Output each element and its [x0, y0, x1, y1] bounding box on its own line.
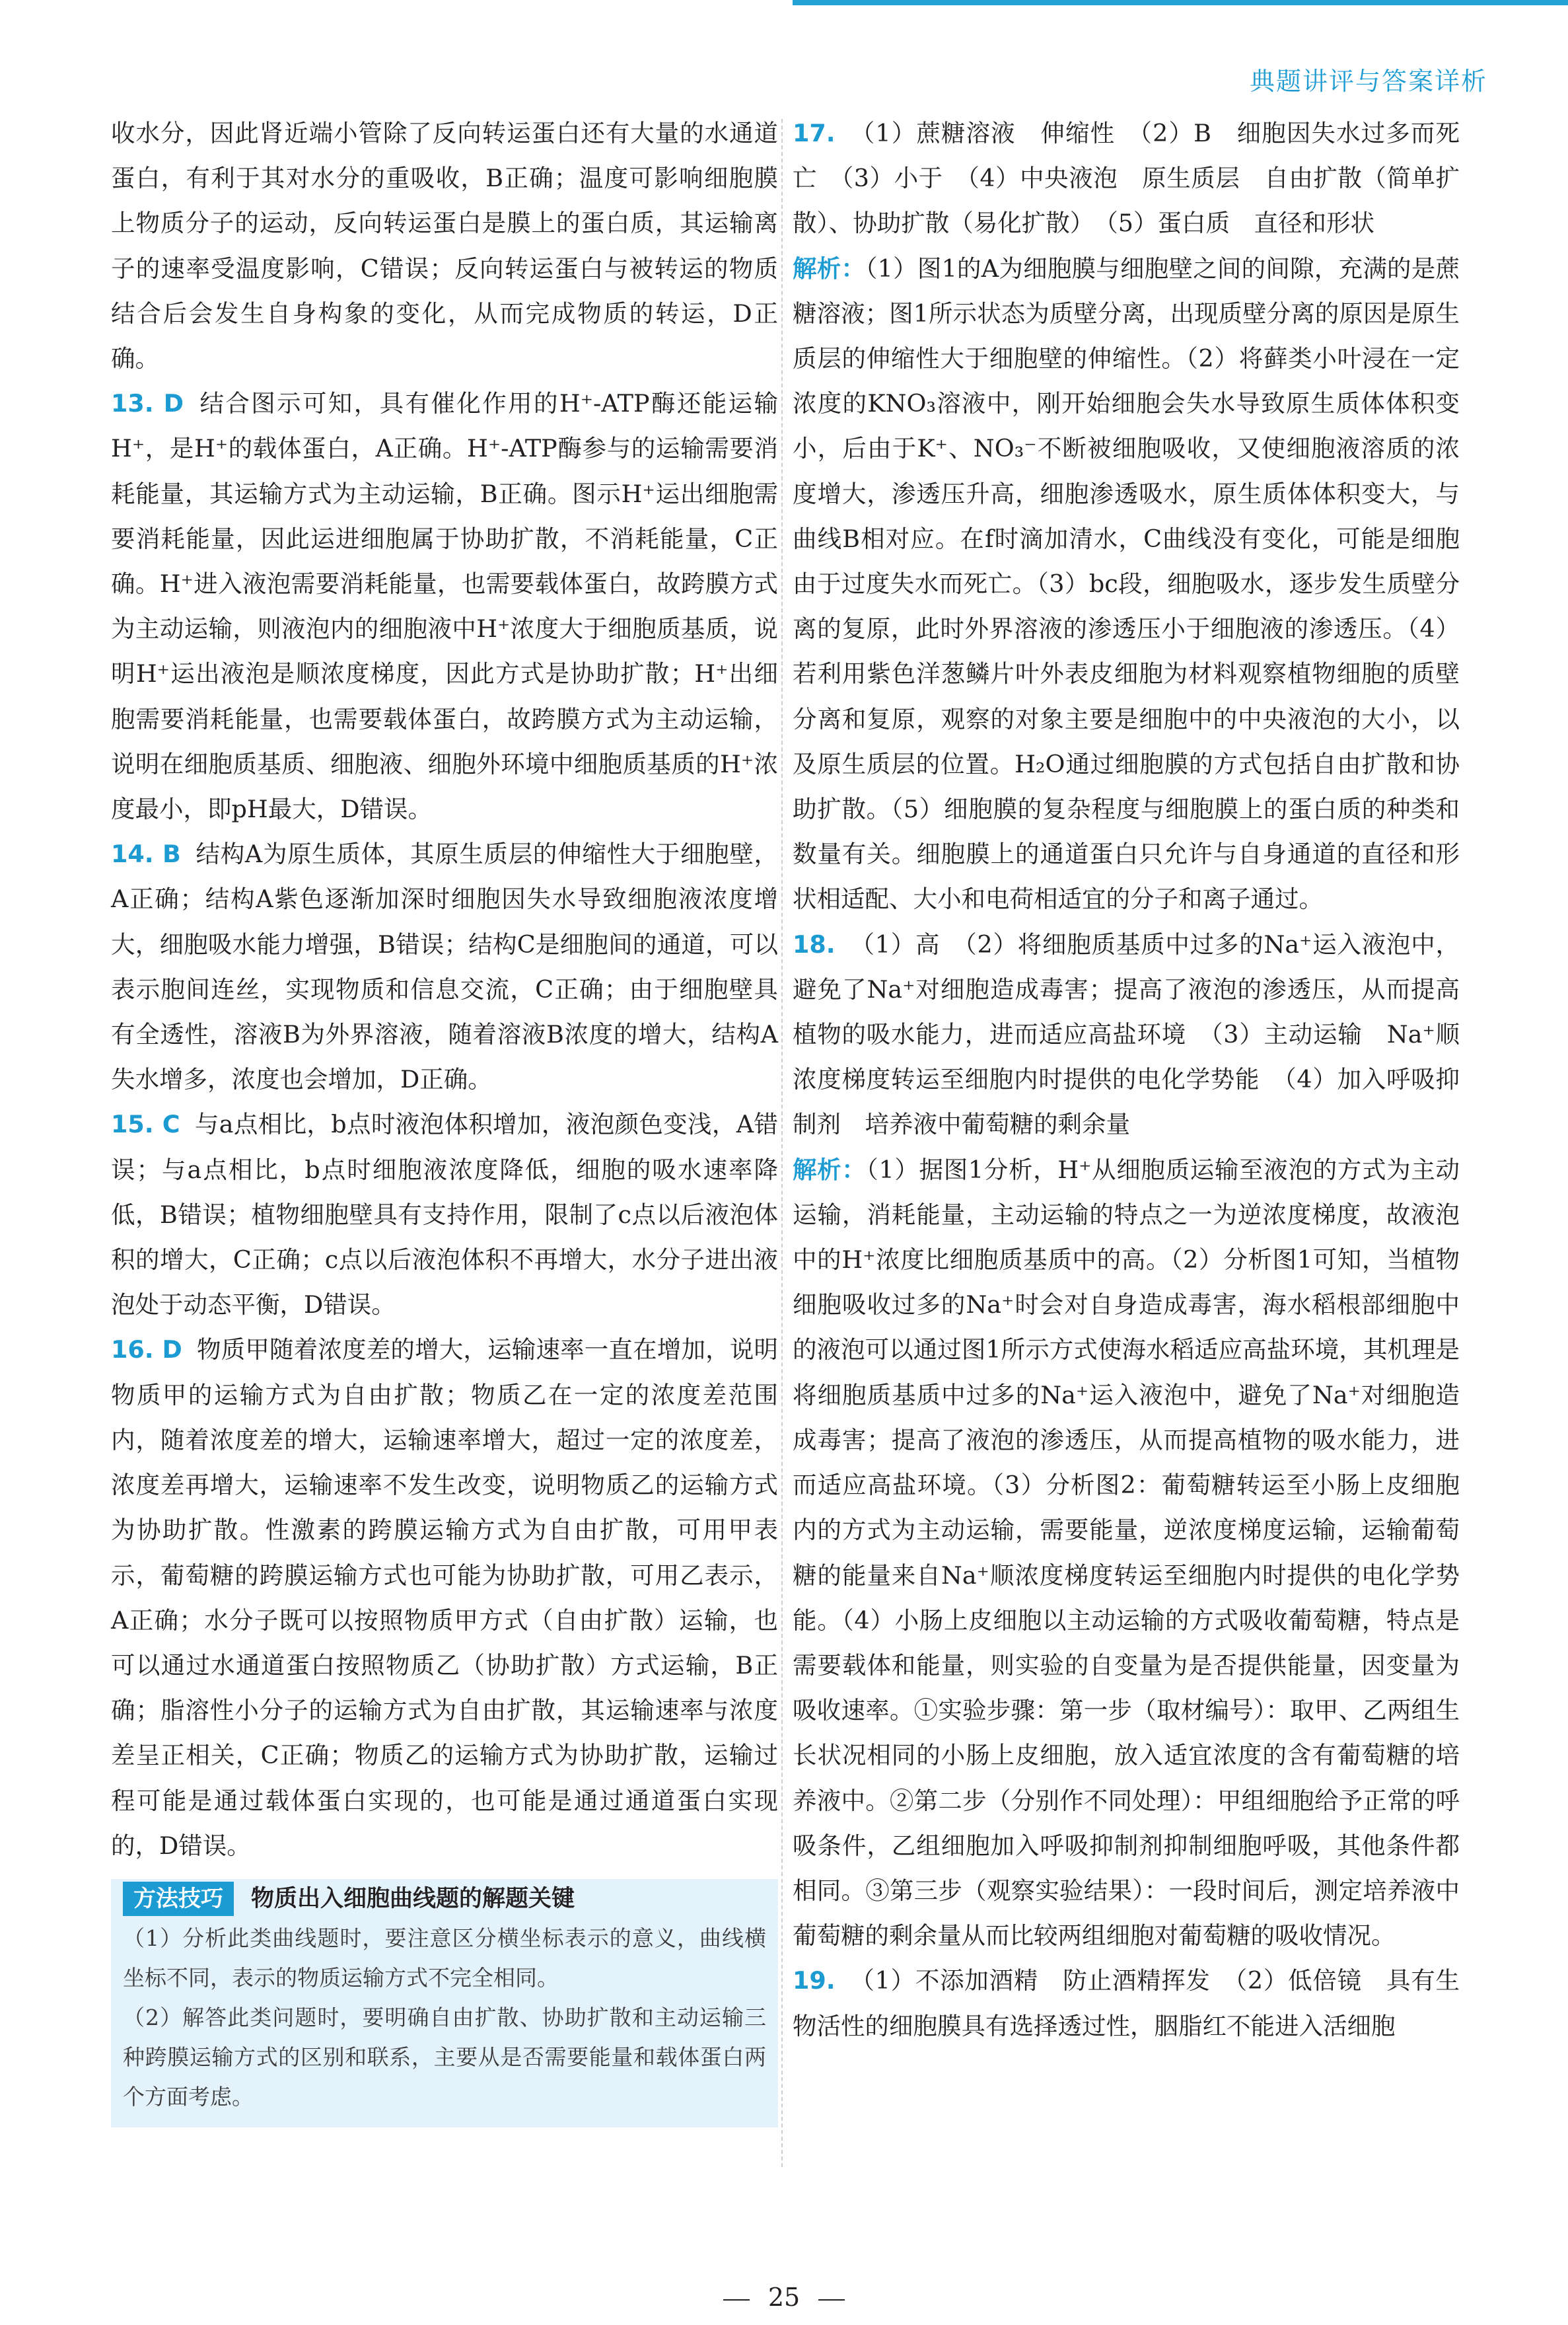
analysis-text: （1）图1的A为细胞膜与细胞壁之间的间隙，充满的是蔗糖溶液；图1所示状态为质壁分离，出现质壁分离的原因是原生质层的伸缩性大于细胞壁的伸缩性。（2）将藓类小叶浸在一定浓度的KNO₃溶液中，刚开始细胞会失水导致原生质体体积变小，后由于K⁺、NO₃⁻不断被细胞吸收，又使细胞液溶质的浓度增大，渗透压升高，细胞渗透吸水，原生质体体积变大，与曲线B相对应。在f时滴加清水，C曲线没有变化，可能是细胞由于过度失水而死亡。（3）bc段，细胞吸水，逐步发生质壁分离的复原，此时外界溶液的渗透压小于细胞液的渗透压。（4）若利用紫色洋葱鳞片叶外表皮细胞为材料观察植物细胞的质壁分离和复原，观察的对象主要是细胞中的中央液泡的大小，以及原生质层的位置。H₂O通过细胞膜的方式包括自由扩散和协助扩散。（5）细胞膜的复杂程度与细胞膜上的蛋白质的种类和数量有关。细胞膜上的通道蛋白只允许与自身通道的直径和形状相适配、大小和电荷相适宜的分子和离子通过。: [793, 254, 1460, 914]
question-number: 14. B: [111, 840, 181, 869]
question-16: [111, 1327, 778, 1868]
method-tip-1: （1）分析此类曲线题时，要注意区分横坐标表示的意义，曲线横坐标不同，表示的物质运输方式不完全相同。: [123, 1925, 766, 1991]
question-explanation: 结构A为原生质体，其原生质层的伸缩性大于细胞壁，A正确；结构A紫色逐渐加深时细胞因失水导致细胞液浓度增大，细胞吸水能力增强，B错误；结构C是细胞间的通道，可以表示胞间连丝，实现物质和信息交流，C正确；由于细胞壁具有全透性，溶液B为外界溶液，随着溶液B浓度的增大，结构A失水增多，浓度也会增加，D正确。: [111, 840, 779, 1094]
question-17-analysis: [793, 246, 1460, 922]
question-explanation: 物质甲随着浓度差的增大，运输速率一直在增加，说明物质甲的运输方式为自由扩散；物质乙在一定的浓度差范围内，随着浓度差的增大，运输速率增大，超过一定的浓度差，浓度差再增大，运输速率不发生改变，说明物质乙的运输方式为协助扩散。性激素的跨膜运输方式为自由扩散，可用甲表示，葡萄糖的跨膜运输方式也可能为协助扩散，可用乙表示，A正确；水分子既可以按照物质甲方式（自由扩散）运输，也可以通过水通道蛋白按照物质乙（协助扩散）方式运输，B正确；脂溶性小分子的运输方式为自由扩散，其运输速率与浓度差呈正相关，C正确；物质乙的运输方式为协助扩散，运输过程可能是通过载体蛋白实现的，也可能是通过通道蛋白实现的，D错误。: [111, 1335, 778, 1860]
question-number: 17.: [793, 119, 836, 147]
analysis-text: （1）据图1分析，H⁺从细胞质运输至液泡的方式为主动运输，消耗能量，主动运输的特点之一为逆浓度梯度，故液泡中的H⁺浓度比细胞质基质中的高。（2）分析图1可知，当植物细胞吸收过多的Na⁺时会对自身造成毒害，海水稻根部细胞中的液泡可以通过图1所示方式使海水稻适应高盐环境，其机理是将细胞质基质中过多的Na⁺运入液泡中，避免了Na⁺对细胞造成毒害；提高了液泡的渗透压，从而提高植物的吸水能力，进而适应高盐环境。（3）分析图2：葡萄糖转运至小肠上皮细胞内的方式为主动运输，需要能量，逆浓度梯度运输，运输葡萄糖的能量来自Na⁺顺浓度梯度转运至细胞内时提供的电化学势能。（4）小肠上皮细胞以主动运输的方式吸收葡萄糖，特点是需要载体和能量，则实验的自变量为是否提供能量，因变量为吸收速率。①实验步骤：第一步（取材编号）：取甲、乙两组生长状况相同的小肠上皮细胞，放入适宜浓度的含有葡萄糖的培养液中。②第二步（分别作不同处理）：甲组细胞给予正常的呼吸条件，乙组细胞加入呼吸抑制剂抑制细胞呼吸，其他条件都相同。③第三步（观察实验结果）：一段时间后，测定培养液中葡萄糖的剩余量从而比较两组细胞对葡萄糖的吸收情况。: [793, 1155, 1460, 1950]
question-number: 19.: [793, 1966, 836, 1995]
question-17-answer: [793, 111, 1460, 246]
page-footer: [0, 2283, 1568, 2312]
page-number: 25: [767, 2283, 801, 2312]
method-tips-box: [111, 1879, 778, 2127]
column-divider: [781, 119, 783, 2167]
method-tip-2: （2）解答此类问题时，要明确自由扩散、协助扩散和主动运输三种跨膜运输方式的区别和联系，主要从是否需要能量和载体蛋白两个方面考虑。: [123, 2004, 766, 2110]
question-explanation: 结合图示可知，具有催化作用的H⁺-ATP酶还能运输H⁺，是H⁺的载体蛋白，A正确。H⁺-ATP酶参与的运输需要消耗能量，其运输方式为主动运输，B正确。图示H⁺运出细胞需要消耗能量，因此运进细胞属于协助扩散，不消耗能量，C正确。H⁺进入液泡需要消耗能量，也需要载体蛋白，故跨膜方式为主动运输，则液泡内的细胞液中H⁺浓度大于细胞质基质，说明H⁺运出液泡是顺浓度梯度，因此方式是协助扩散；H⁺出细胞需要消耗能量，也需要载体蛋白，故跨膜方式为主动运输，说明在细胞质基质、细胞液、细胞外环境中细胞质基质的H⁺浓度最小，即pH最大，D错误。: [111, 389, 778, 824]
question-18-answer: [793, 922, 1460, 1148]
method-tips-title: 物质出入细胞曲线题的解题关键: [251, 1885, 575, 1912]
right-column: [793, 111, 1460, 2049]
question-number: 15. C: [111, 1110, 180, 1139]
answer-text: （1）不添加酒精 防止酒精挥发 （2）低倍镜 具有生物活性的细胞膜具有选择透过性，胭脂红不能进入活细胞: [793, 1966, 1460, 2040]
question-18-analysis: [793, 1148, 1460, 1959]
method-tips-body: [123, 1919, 766, 2117]
question-14: [111, 832, 778, 1102]
left-column: [111, 111, 778, 2127]
analysis-label: 解析：: [793, 1155, 867, 1184]
question-number: 16. D: [111, 1335, 182, 1364]
analysis-label: 解析：: [793, 254, 866, 283]
running-header: 典题讲评与答案详析: [1249, 67, 1487, 96]
question-19-answer: [793, 1958, 1460, 2048]
question-15: [111, 1102, 778, 1327]
method-tips-tag: 方法技巧: [123, 1882, 234, 1916]
answer-text: （1）蔗糖溶液 伸缩性 （2）B 细胞因失水过多而死亡 （3）小于 （4）中央液泡 原生质层 自由扩散（简单扩散）、协助扩散（易化扩散） （5）蛋白质 直径和形状: [793, 119, 1460, 238]
footer-dash-left: [723, 2299, 750, 2301]
footer-dash-right: [818, 2299, 845, 2301]
header-rule: [793, 0, 1568, 5]
question-number: 13. D: [111, 389, 184, 418]
answer-text: （1）高 （2）将细胞质基质中过多的Na⁺运入液泡中，避免了Na⁺对细胞造成毒害；提高了液泡的渗透压，从而提高植物的吸水能力，进而适应高盐环境 （3）主动运输 Na⁺顺浓度梯度转运至细胞内时提供的电化学势能 （4）加入呼吸抑制剂 培养液中葡萄糖的剩余量: [793, 930, 1460, 1139]
question-number: 18.: [793, 930, 836, 959]
question-13: [111, 381, 778, 832]
method-tips-header: [123, 1879, 766, 1919]
continued-paragraph: 收水分，因此肾近端小管除了反向转运蛋白还有大量的水通道蛋白，有利于其对水分的重吸收，B正确；温度可影响细胞膜上物质分子的运动，反向转运蛋白是膜上的蛋白质，其运输离子的速率受温度影响，C错误；反向转运蛋白与被转运的物质结合后会发生自身构象的变化，从而完成物质的转运，D正确。: [111, 119, 778, 373]
question-explanation: 与a点相比，b点时液泡体积增加，液泡颜色变浅，A错误；与a点相比，b点时细胞液浓度降低，细胞的吸水速率降低，B错误；植物细胞壁具有支持作用，限制了c点以后液泡体积的增大，C正确；c点以后液泡体积不再增大，水分子进出液泡处于动态平衡，D错误。: [111, 1110, 778, 1319]
